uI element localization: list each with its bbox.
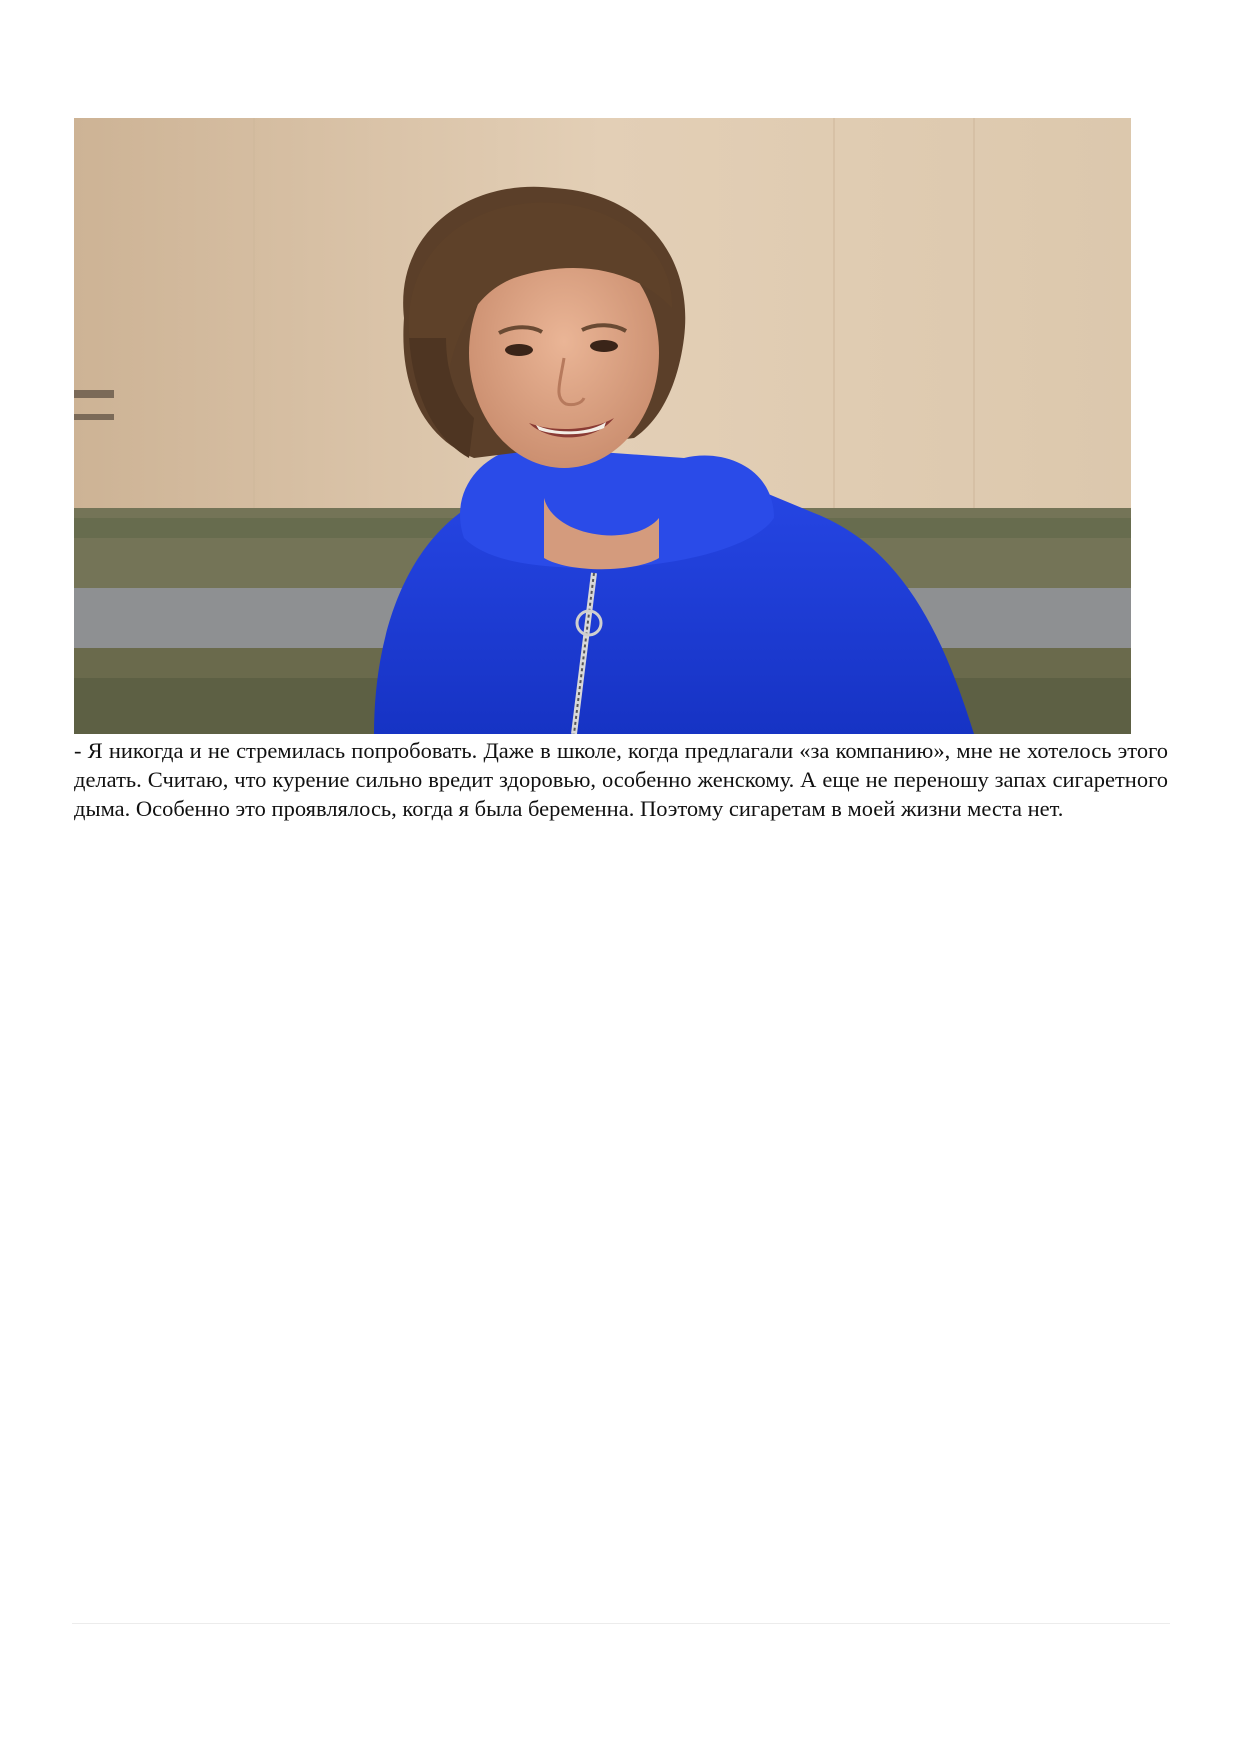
footer-divider [72, 1623, 1170, 1624]
portrait-photo [74, 118, 1131, 734]
article-paragraph: - Я никогда и не стремилась попробовать. Даже в школе, когда предлагали «за компанию», мне не хотелось этого делать. Считаю, что курение сильно вредит здоровью, особенно женскому. А еще не переношу запах сигаретного дыма. Особенно это проявлялось, когда я была беременна. Поэтому сигаретам в моей жизни места нет. [74, 738, 1168, 821]
portrait-photo-drawing [74, 118, 1131, 734]
